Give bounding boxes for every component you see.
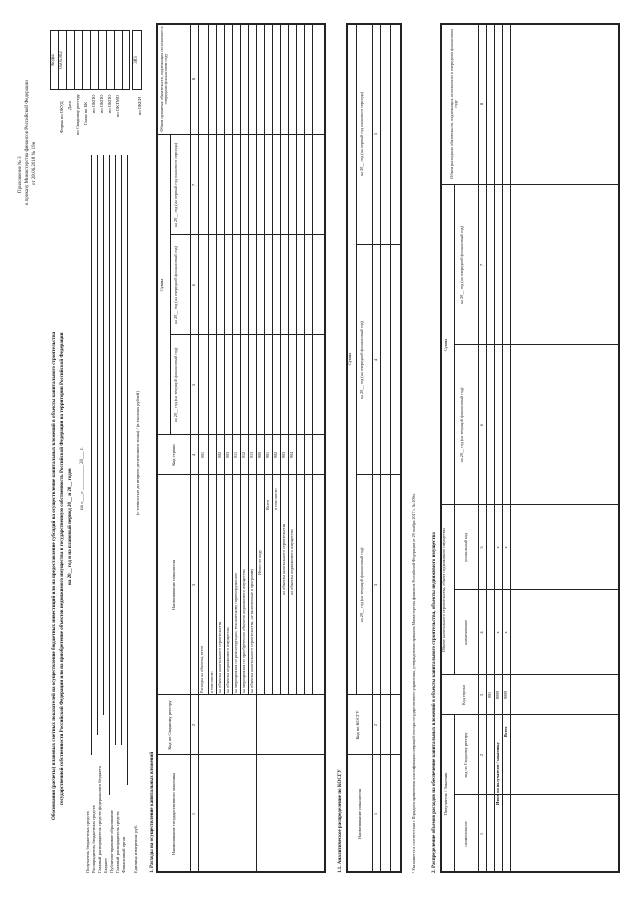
s2-col-sum: Сумма xyxy=(443,338,448,352)
registry-label: по Сводному реестру xyxy=(75,94,80,135)
s1-row-label: на объекты недвижимого имущества xyxy=(289,529,294,595)
appendix-line-1: Приложение № 3 xyxy=(18,156,23,193)
s1-row-code: 013 xyxy=(249,451,254,459)
field-unit: Единица измерения: руб. xyxy=(133,824,138,873)
s1-row-label: на мероприятия по приобретению объектов недвижимого имущества xyxy=(241,569,246,693)
s2-total-label: Итого по получателю / заказчику xyxy=(495,742,500,805)
s2-num: 6 xyxy=(479,423,484,427)
s1-col-year3: на 20__ год (на первый год планового периода) xyxy=(173,142,178,228)
s2-x: x xyxy=(503,546,508,549)
s2-num: 5 xyxy=(479,546,484,549)
s11-num: 1 xyxy=(373,812,378,816)
s1-row-label: на объекты капитального строительства xyxy=(217,621,222,693)
s1-row-code: 903 xyxy=(281,451,286,459)
s1-row-code: 012 xyxy=(241,451,246,459)
s1-row-code: 003 xyxy=(225,451,230,459)
section-1-1-title: 1.1. Аналитическое распределение по КОСГУ xyxy=(338,769,343,873)
okud-label: Форма по ОКУД xyxy=(59,101,64,133)
s2-col-name: наименование xyxy=(463,821,468,847)
s1-num: 2 xyxy=(191,723,196,727)
s2-all-code: 9000 xyxy=(503,690,508,700)
s11-num: 3 xyxy=(373,583,378,587)
title-line-3: на 20__ год и на плановый период 20__ и 20__ годов xyxy=(68,468,73,585)
s2-x: x xyxy=(503,631,508,634)
s1-col-year2: на 20__ год (на очередной финансовый год) xyxy=(173,246,178,324)
s2-col-obligations: Объем расходных обязательств, подлежащих исполнению в очередном финансовом году xyxy=(449,29,459,179)
appendix-line-2: к приказу Министерства финансов Российской Федерации xyxy=(25,80,30,205)
okpo-label-3: по ОКПО xyxy=(107,94,112,113)
okei-value: 383 xyxy=(134,56,139,64)
s2-num: 7 xyxy=(479,263,484,267)
s11-col-name: Наименование показателя xyxy=(357,789,362,839)
s2-col-obj-name: наименование xyxy=(463,619,468,646)
date-label: Дата xyxy=(67,101,72,110)
s1-row-label: в том числе: xyxy=(273,488,278,510)
s1-row-label: на объекты капитального строительства, не включенные в программу xyxy=(249,568,254,693)
field-public-entity: Публично-правовое образование xyxy=(109,810,114,873)
s1-col-code: Код строки xyxy=(171,444,176,466)
s11-num: 4 xyxy=(373,358,378,362)
s1-row-code: 901 xyxy=(265,451,270,459)
s1-row-label: на мероприятия по реконструкции, техническому перевооружению xyxy=(233,573,238,693)
s1-num: 7 xyxy=(191,183,196,187)
s1-num: 4 xyxy=(191,453,196,457)
date-line: на «___» __________ 20___ г. xyxy=(80,447,85,510)
s2-num: 2 xyxy=(479,753,484,757)
s2-col-obj-code: уникальный код xyxy=(463,533,468,562)
s1-col-year1: на 20__ год (на текущий финансовый год) xyxy=(173,347,178,423)
s1-row-code: 900 xyxy=(257,451,262,459)
s2-total-code: 8000 xyxy=(495,690,500,700)
s1-num: 1 xyxy=(191,812,196,816)
s2-num: 4 xyxy=(479,631,484,634)
unit-note: (с точностью до второго десятичного знака) / (в тысячах рублей) xyxy=(135,391,140,515)
field-main-manager: Главный распорядитель средств xyxy=(115,811,120,873)
s2-col-object: Объект капитального строительства, объект недвижимого имущества xyxy=(441,527,446,653)
s1-row-label: в том числе: xyxy=(209,671,214,693)
okud-value: 0505302 xyxy=(59,51,64,69)
s1-row-code: 002 xyxy=(217,451,222,459)
s2-row-code: 001 xyxy=(487,691,492,699)
s11-num: 2 xyxy=(373,723,378,727)
field-budget: Бюджет xyxy=(103,857,108,873)
glava-label: Глава по БК xyxy=(83,101,88,125)
s11-col-year3: на 20__ год (на первый год планового периода) xyxy=(359,91,364,177)
s11-col-year1: на 20__ год (на текущий финансовый год) xyxy=(359,547,364,623)
s11-col-sum: Сумма xyxy=(347,352,352,366)
okpo-label-2: по ОКПО xyxy=(99,94,104,113)
s1-col-name: Наименование государственного заказчика xyxy=(171,772,176,856)
s1-row-code: 011 xyxy=(233,451,238,459)
footnote: ¹ Указывается в соответствии с Порядком применения классификации операций сектора государственного управления, утвержденным приказом Министерства финансов Российской Федерации от 29 ноября 2017 г. № 209н. xyxy=(411,493,416,873)
s1-col-obligations: Объем принятых обязательств, подлежащих исполнению в очередном финансовом году xyxy=(159,26,169,132)
section-1-table xyxy=(156,23,326,873)
s2-col-recipient: Получатель / Заказчик xyxy=(443,772,448,816)
s1-num: 6 xyxy=(191,283,196,287)
s2-col-registry: код по Сводному реестру xyxy=(463,732,468,778)
s1-num: 3 xyxy=(191,583,196,587)
s1-col-indicator: Наименование показателя xyxy=(171,560,176,610)
s1-num: 8 xyxy=(191,77,196,81)
s11-num: 5 xyxy=(373,132,378,136)
s2-x: x xyxy=(495,546,500,549)
field-disposer: Распорядитель бюджетных средств xyxy=(91,805,96,873)
s2-num: 3 xyxy=(479,693,484,697)
field-recipient: Получатель бюджетных средств xyxy=(85,811,90,873)
s2-all-label: Всего xyxy=(503,726,508,737)
s1-row-label: на объекты недвижимого имущества xyxy=(225,627,230,693)
s1-row-label: Всего xyxy=(265,499,270,510)
s1-row-label: Итого по коду xyxy=(257,549,262,575)
field-main-disposer: Главный распорядитель средств федерального бюджета xyxy=(97,766,102,873)
s1-row-code: 001 xyxy=(200,451,205,459)
s1-col-registry: Код по Сводному реестру xyxy=(167,700,172,750)
s11-col-kosgu: Код по КОСГУ xyxy=(355,710,360,740)
s2-num: 1 xyxy=(479,832,484,836)
section-2-title: 2. Распределение объемов расходов на обеспечение капитальных вложений в объекты капитального строительства, объекты недвижимого имущества xyxy=(432,532,437,873)
s2-col-year2: на 20__ год (на очередной финансовый год) xyxy=(459,226,464,304)
s1-num: 5 xyxy=(191,383,196,387)
s2-x: x xyxy=(495,631,500,634)
s11-col-year2: на 20__ год (на очередной финансовый год) xyxy=(359,321,364,399)
title-line-2: государственной собственности Российской Федерации или на приобретение объектов недвижимого имущества в государственную собственность Российской Федерации на территории Российской Федерации xyxy=(60,332,65,805)
s1-row-label: на объекты капитального строительства xyxy=(281,523,286,595)
okpo-label-1: по ОКПО xyxy=(91,94,96,113)
s1-row-code: 904 xyxy=(289,451,294,459)
s2-col-year1: на 20__ год (на текущий финансовый год) xyxy=(459,387,464,463)
title-line-1: Обоснования (расчеты) плановых сметных показателей на осуществление бюджетных инвестиций или на предоставление субсидий на осуществление капитальных вложений в объекты капитального строительства xyxy=(52,331,57,820)
s1-row-label: Расходы на объекты, всего xyxy=(199,645,204,693)
s1-row-code: 902 xyxy=(273,451,278,459)
field-finance-body: Финансовый орган xyxy=(121,836,126,873)
s2-num: 8 xyxy=(479,102,484,106)
section-1-title: 1. Расходы на осуществление капитальных вложений xyxy=(150,751,155,873)
codes-header: Коды xyxy=(51,54,56,66)
appendix-line-3: от 28.06.2018 № 19н xyxy=(32,141,37,185)
okei-label: по ОКЕИ xyxy=(137,96,142,115)
oktmo-label: по ОКТМО xyxy=(115,95,120,117)
s1-col-sum: Сумма xyxy=(159,278,164,292)
s2-col-code: Код строки xyxy=(461,685,466,705)
